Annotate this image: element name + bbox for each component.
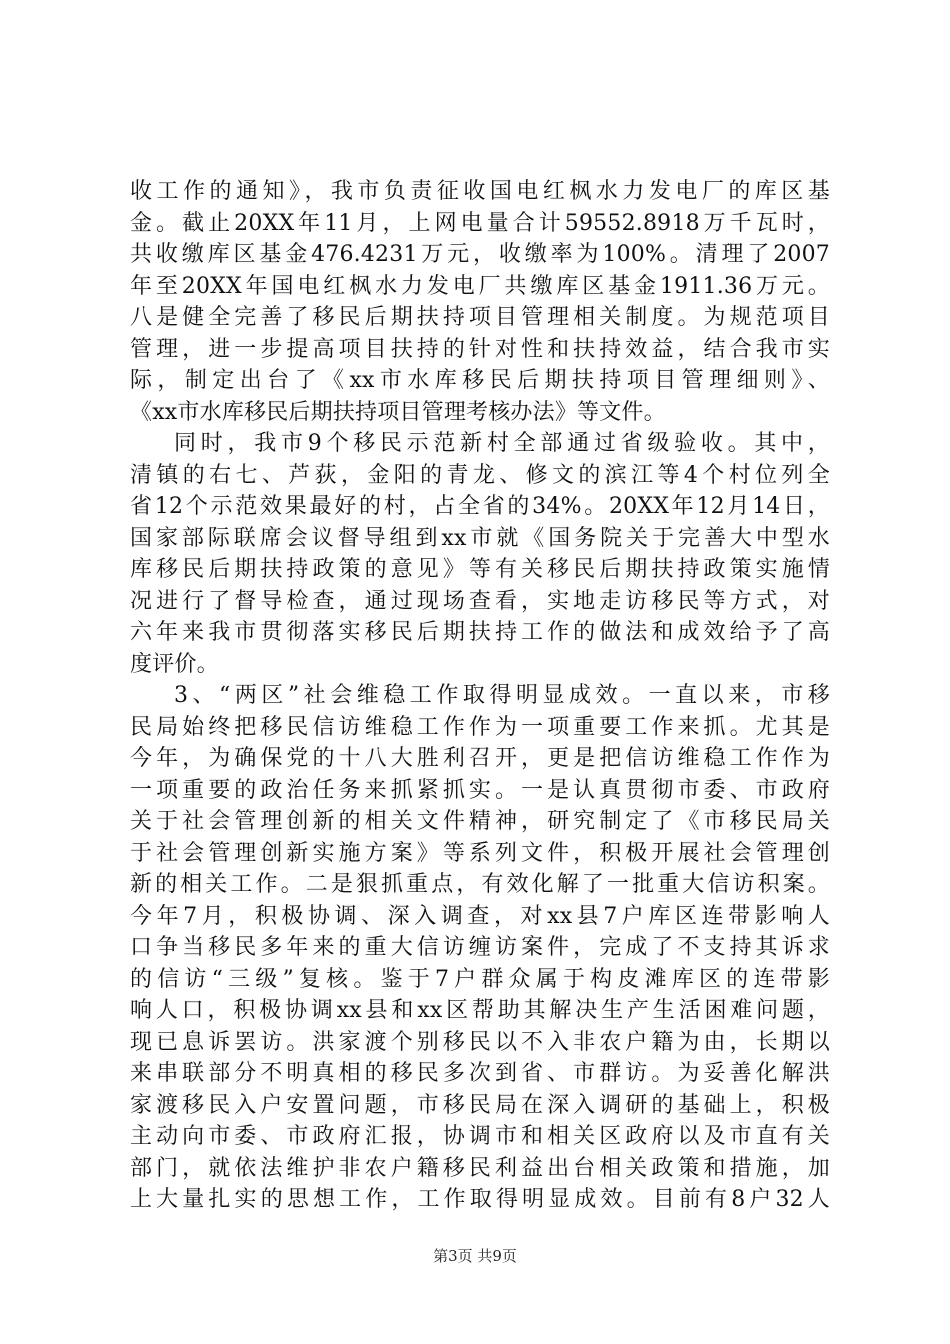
paragraph-start-line: 同时，我市9个移民示范新村全部通过省级验收。其中， xyxy=(174,431,830,456)
text-line: 管理，进一步提高项目扶持的针对性和扶持效益，结合我市实 xyxy=(130,336,830,362)
document-body xyxy=(130,176,830,1216)
text-line: 响人口，积极协调xx县和xx区帮助其解决生产生活困难问题， xyxy=(130,998,830,1023)
text-line: 际，制定出台了《xx市水库移民后期扶持项目管理细则》、 xyxy=(130,368,830,393)
text-line: 关于社会管理创新的相关文件精神，研究制定了《市移民局关 xyxy=(130,809,830,834)
page-number-footer: 第3页 共9页 xyxy=(433,1247,517,1265)
text-line: 年至20XX年国电红枫水力发电厂共缴库区基金1911.36万元。 xyxy=(130,273,830,299)
text-line: 口争当移民多年来的重大信访缠访案件，完成了不支持其诉求 xyxy=(130,935,830,960)
text-line: 上大量扎实的思想工作，工作取得明显成效。目前有8户32人 xyxy=(130,1187,830,1212)
text-line: 八是健全完善了移民后期扶持项目管理相关制度。为规范项目 xyxy=(130,305,830,330)
text-line: 收工作的通知》，我市负责征收国电红枫水力发电厂的库区基 xyxy=(130,179,830,204)
text-line: 况进行了督导检查，通过现场查看，实地走访移民等方式，对 xyxy=(130,588,830,614)
text-line: 今年，为确保党的十八大胜利召开，更是把信访维稳工作作为 xyxy=(130,746,830,771)
text-line: 的信访“三级”复核。鉴于7户群众属于构皮滩库区的连带影 xyxy=(130,966,830,992)
text-line: 家渡移民入户安置问题，市移民局在深入调研的基础上，积极 xyxy=(130,1092,830,1118)
text-line: 省12个示范效果最好的村，占全省的34%。20XX年12月14日， xyxy=(130,494,830,519)
text-line: 《xx市水库移民后期扶持项目管理考核办法》等文件。 xyxy=(130,399,666,425)
text-line: 主动向市委、市政府汇报，协调市和相关区政府以及市直有关 xyxy=(130,1124,830,1149)
text-line: 共收缴库区基金476.4231万元，收缴率为100%。清理了2007 xyxy=(130,242,830,267)
text-line: 今年7月，积极协调、深入调查，对xx县7户库区连带影响人 xyxy=(130,903,830,929)
text-line: 度评价。 xyxy=(130,651,219,677)
text-line: 新的相关工作。二是狠抓重点，有效化解了一批重大信访积案。 xyxy=(130,872,830,897)
text-line: 六年来我市贯彻落实移民后期扶持工作的做法和成效给予了高 xyxy=(130,620,830,645)
text-line: 部门，就依法维护非农户籍移民利益出台相关政策和措施，加 xyxy=(130,1155,830,1181)
paragraph-start-line: 3、“两区”社会维稳工作取得明显成效。一直以来，市移 xyxy=(174,683,830,708)
text-line: 国家部际联席会议督导组到xx市就《国务院关于完善大中型水 xyxy=(130,525,830,551)
text-line: 来串联部分不明真相的移民多次到省、市群访。为妥善化解洪 xyxy=(130,1061,830,1086)
text-line: 库移民后期扶持政策的意见》等有关移民后期扶持政策实施情 xyxy=(130,557,830,582)
text-line: 于社会管理创新实施方案》等系列文件，积极开展社会管理创 xyxy=(130,840,830,866)
text-line: 现已息诉罢访。洪家渡个别移民以不入非农户籍为由，长期以 xyxy=(130,1029,830,1055)
text-line: 清镇的右七、芦荻，金阳的青龙、修文的滨江等4个村位列全 xyxy=(130,462,830,488)
text-line: 民局始终把移民信访维稳工作作为一项重要工作来抓。尤其是 xyxy=(130,714,830,740)
text-line: 金。截止20XX年11月，上网电量合计59552.8918万千瓦时， xyxy=(130,210,830,236)
text-line: 一项重要的政治任务来抓紧抓实。一是认真贯彻市委、市政府 xyxy=(130,777,830,803)
